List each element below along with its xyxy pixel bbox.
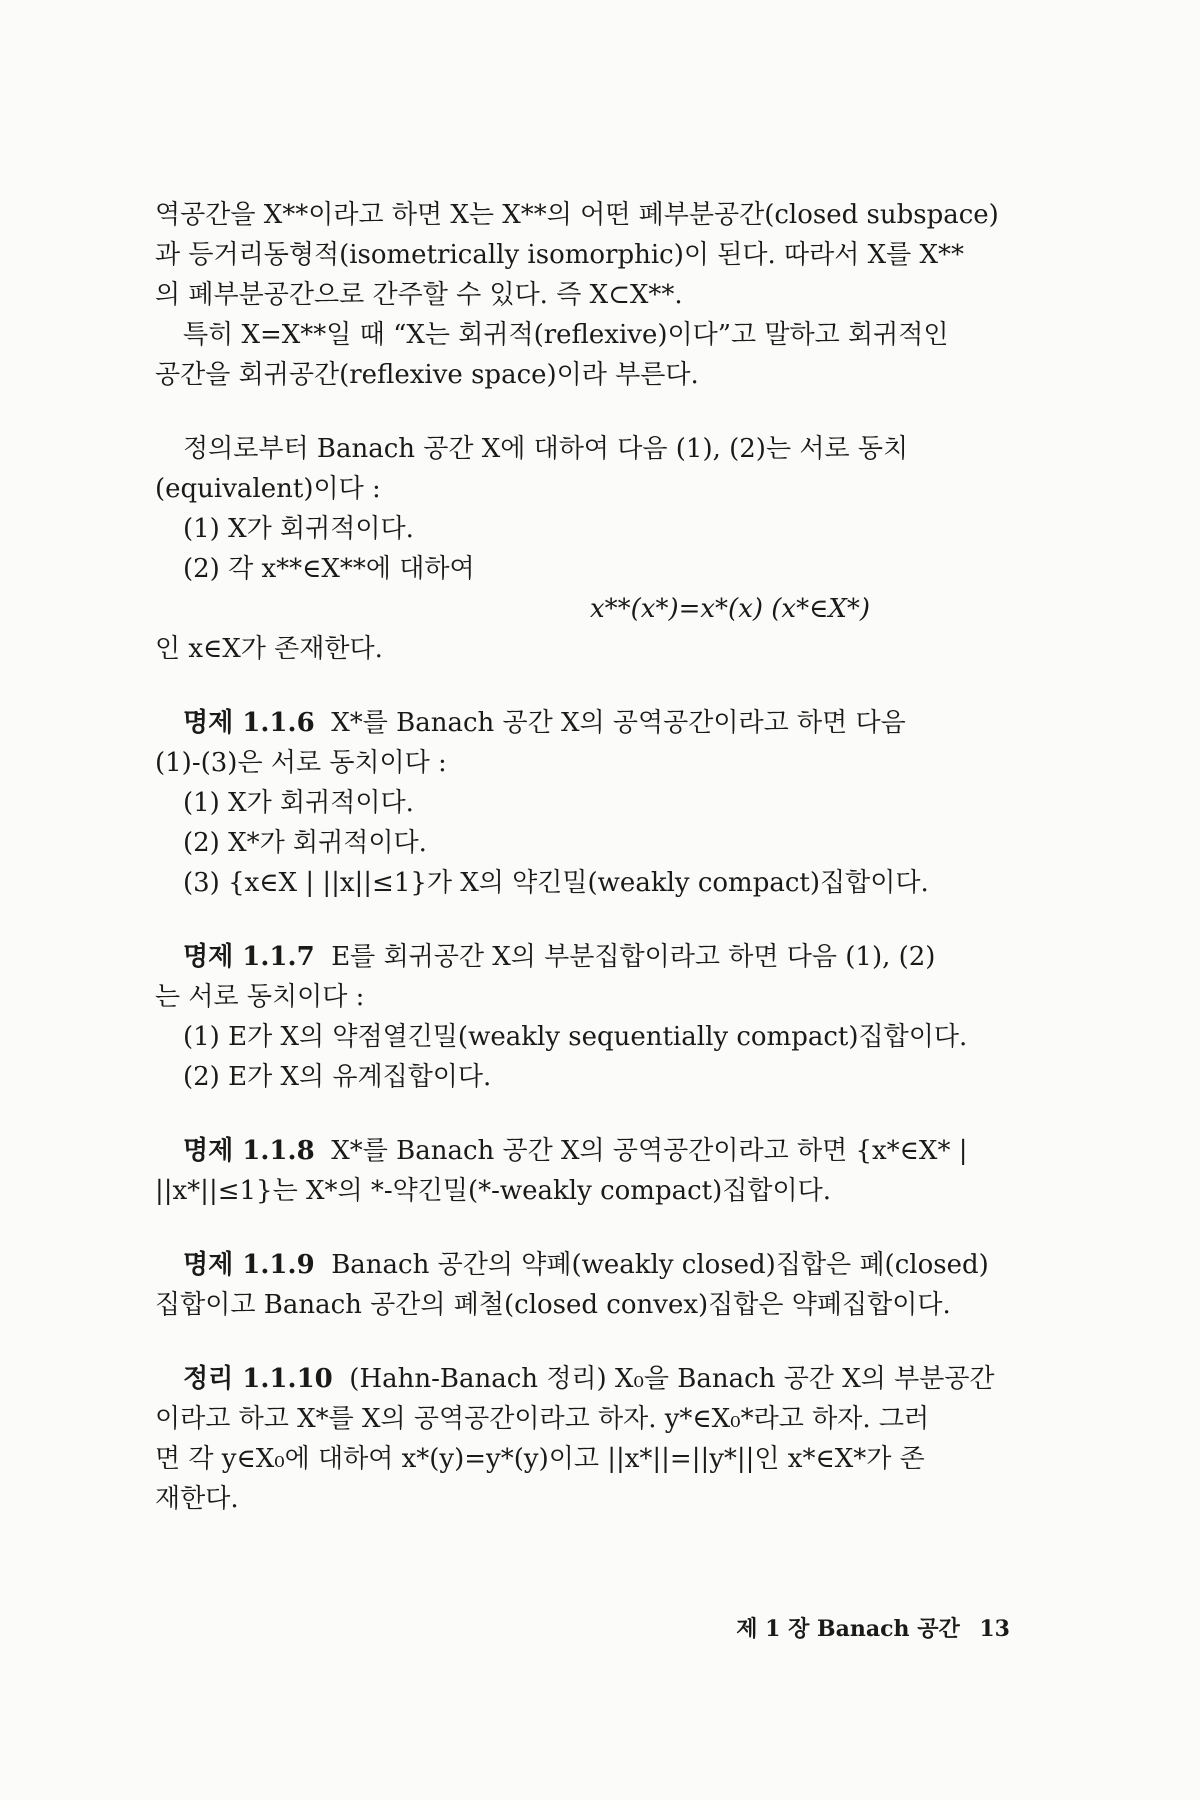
list-item: (2) X*가 회귀적이다. bbox=[183, 828, 427, 858]
proposition-text: Banach 공간의 약폐(weakly closed)집합은 폐(closed) bbox=[331, 1250, 989, 1280]
text-line: 이라고 하고 X*를 X의 공역공간이라고 하자. y*∈X₀*라고 하자. 그러 bbox=[155, 1404, 930, 1434]
proposition-text: E를 회귀공간 X의 부분집합이라고 하면 다음 (1), (2) bbox=[331, 942, 936, 972]
proposition-label: 명제 1.1.9 bbox=[183, 1250, 315, 1280]
text-line: ||x*||≤1}는 X*의 *-약긴밀(*-weakly compact)집합이다. bbox=[155, 1176, 831, 1206]
text-line: 공간을 회귀공간(reflexive space)이라 부른다. bbox=[155, 360, 699, 390]
text-line: 는 서로 동치이다 : bbox=[155, 982, 365, 1012]
theorem-1-1-10 bbox=[155, 1359, 1045, 1519]
page-footer bbox=[680, 1612, 1010, 1643]
text-line: 재한다. bbox=[155, 1484, 239, 1514]
proposition-1-1-8 bbox=[155, 1131, 1045, 1211]
text-line bbox=[155, 1245, 1045, 1285]
text-line bbox=[155, 1131, 1045, 1171]
proposition-1-1-7 bbox=[155, 937, 1045, 1097]
theorem-label: 정리 1.1.10 bbox=[183, 1364, 333, 1394]
formula: x**(x*)=x*(x) (x*∈X*) bbox=[590, 594, 870, 624]
text-line bbox=[155, 703, 1045, 743]
list-item: (2) E가 X의 유계집합이다. bbox=[183, 1062, 492, 1092]
text-line: 집합이고 Banach 공간의 폐철(closed convex)집합은 약폐집합이다. bbox=[155, 1290, 951, 1320]
chapter-title: 제 1 장 Banach 공간 bbox=[736, 1616, 960, 1642]
text-line: 인 x∈X가 존재한다. bbox=[155, 634, 383, 664]
text-line: 의 폐부분공간으로 간주할 수 있다. 즉 X⊂X**. bbox=[155, 280, 683, 310]
list-item: (3) {x∈X | ||x||≤1}가 X의 약긴밀(weakly compact)집합이다. bbox=[183, 868, 929, 898]
text-line: 특히 X=X**일 때 “X는 회귀적(reflexive)이다”고 말하고 회귀적인 bbox=[183, 320, 949, 350]
proposition-label: 명제 1.1.8 bbox=[183, 1136, 315, 1166]
list-item: (1) X가 회귀적이다. bbox=[183, 514, 414, 544]
list-item: (2) 각 x**∈X**에 대하여 bbox=[183, 554, 475, 584]
text-line: 면 각 y∈X₀에 대하여 x*(y)=y*(y)이고 ||x*||=||y*||인 x*∈X*가 존 bbox=[155, 1444, 925, 1474]
text-line: 정의로부터 Banach 공간 X에 대하여 다음 (1), (2)는 서로 동치 bbox=[183, 434, 909, 464]
intro-paragraph bbox=[155, 195, 1045, 395]
text-line: 과 등거리동형적(isometrically isomorphic)이 된다. 따라서 X를 X** bbox=[155, 240, 965, 270]
page-body bbox=[155, 195, 1045, 1519]
proposition-1-1-6 bbox=[155, 703, 1045, 903]
text-line bbox=[155, 937, 1045, 977]
list-item: (1) X가 회귀적이다. bbox=[183, 788, 414, 818]
proposition-text: X*를 Banach 공간 X의 공역공간이라고 하면 다음 bbox=[331, 708, 906, 738]
proposition-text: X*를 Banach 공간 X의 공역공간이라고 하면 {x*∈X* | bbox=[331, 1136, 968, 1166]
page-number: 13 bbox=[979, 1616, 1010, 1642]
text-line: 역공간을 X**이라고 하면 X는 X**의 어떤 폐부분공간(closed subspace) bbox=[155, 200, 999, 230]
proposition-1-1-9 bbox=[155, 1245, 1045, 1325]
definition-paragraph bbox=[155, 429, 1045, 669]
text-line: (1)-(3)은 서로 동치이다 : bbox=[155, 748, 447, 778]
text-line bbox=[155, 1359, 1045, 1399]
theorem-text: (Hahn-Banach 정리) X₀을 Banach 공간 X의 부분공간 bbox=[349, 1364, 995, 1394]
proposition-label: 명제 1.1.7 bbox=[183, 942, 315, 972]
list-item: (1) E가 X의 약점열긴밀(weakly sequentially compact)집합이다. bbox=[183, 1022, 968, 1052]
text-line: (equivalent)이다 : bbox=[155, 474, 381, 504]
proposition-label: 명제 1.1.6 bbox=[183, 708, 315, 738]
